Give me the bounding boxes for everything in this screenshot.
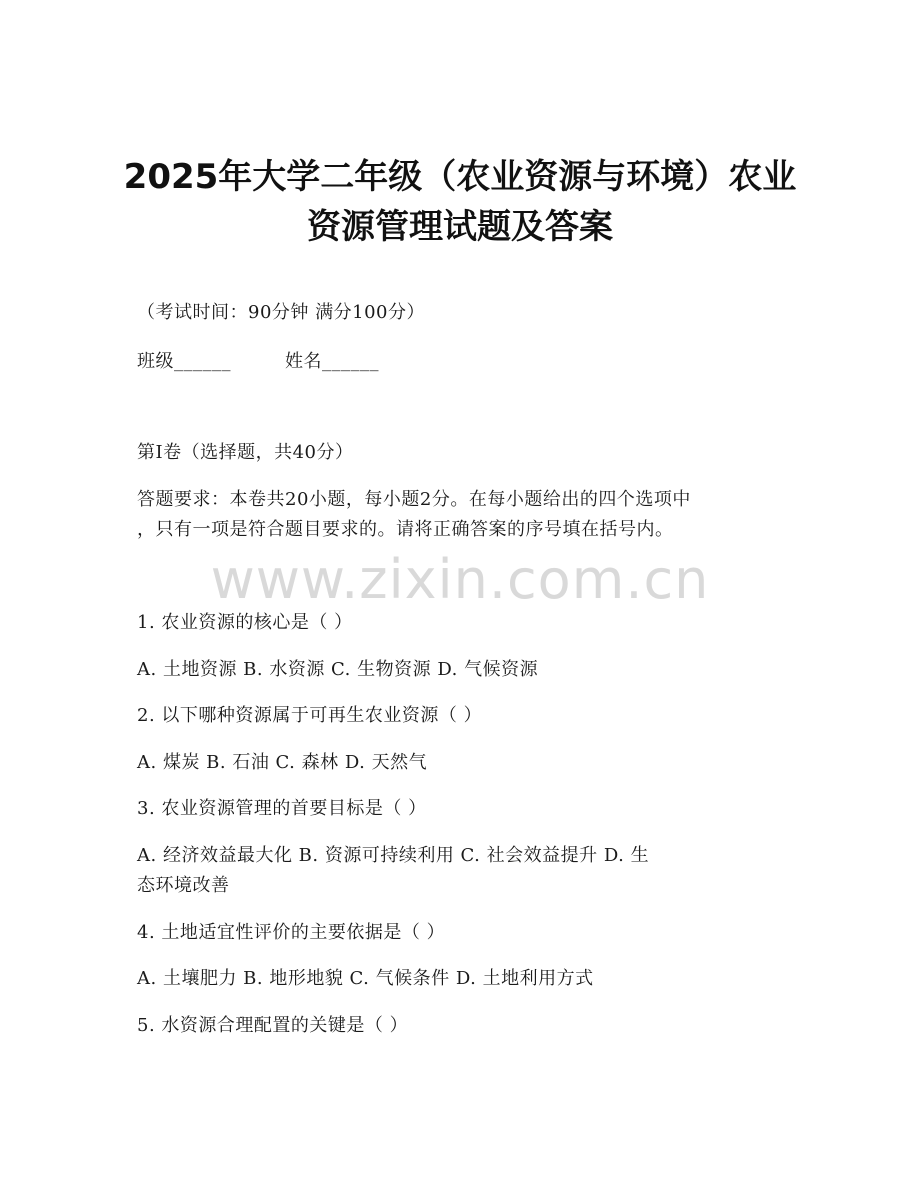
question-3-options-line-1: A. 经济效益最大化 B. 资源可持续利用 C. 社会效益提升 D. 生 xyxy=(137,845,650,866)
question-4-options: A. 土壤肥力 B. 地形地貌 C. 气候条件 D. 土地利用方式 xyxy=(137,968,594,989)
section-title: 第I卷（选择题，共40分） xyxy=(137,442,354,463)
name-field: 姓名______ xyxy=(285,351,379,372)
instructions-line-2: ，只有一项是符合题目要求的。请将正确答案的序号填在括号内。 xyxy=(137,519,674,540)
watermark: www.zixin.com.cn xyxy=(210,548,710,611)
question-1-stem: 1. 农业资源的核心是（ ） xyxy=(137,612,353,633)
question-3-options-line-2: 态环境改善 xyxy=(137,875,230,896)
question-2-stem: 2. 以下哪种资源属于可再生农业资源（ ） xyxy=(137,705,483,726)
exam-info: （考试时间：90分钟 满分100分） xyxy=(137,302,425,323)
question-1-options: A. 土地资源 B. 水资源 C. 生物资源 D. 气候资源 xyxy=(137,659,539,680)
question-5-stem: 5. 水资源合理配置的关键是（ ） xyxy=(137,1015,409,1036)
document-title-line-1: 2025年大学二年级（农业资源与环境）农业 xyxy=(123,157,797,197)
student-info-row xyxy=(137,349,777,375)
question-4-stem: 4. 土地适宜性评价的主要依据是（ ） xyxy=(137,922,446,943)
question-2-options: A. 煤炭 B. 石油 C. 森林 D. 天然气 xyxy=(137,752,428,773)
question-3-stem: 3. 农业资源管理的首要目标是（ ） xyxy=(137,798,427,819)
document-title-line-2: 资源管理试题及答案 xyxy=(307,207,613,247)
instructions-line-1: 答题要求：本卷共20小题，每小题2分。在每小题给出的四个选项中 xyxy=(137,489,691,510)
class-field: 班级______ xyxy=(137,351,231,372)
